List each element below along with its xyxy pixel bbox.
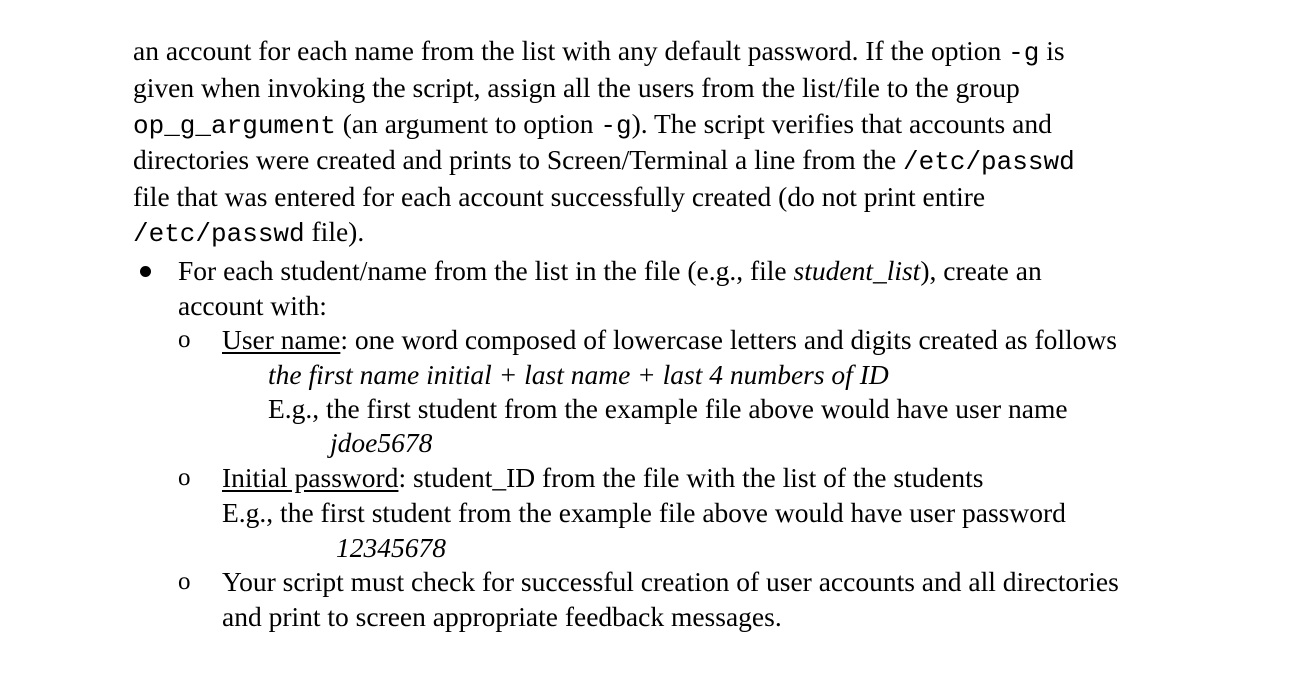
bullet-text: ), create an <box>920 255 1042 286</box>
option-code: -g <box>1008 38 1040 68</box>
intro-line-3 <box>133 106 1052 144</box>
intro-line-4 <box>133 142 1075 180</box>
username-example: E.g., the first student from the example file above would have user name <box>268 393 1068 424</box>
intro-text: ). The script verifies that accounts and <box>631 108 1052 139</box>
password-example-value: 12345678 <box>336 532 446 563</box>
username-label: User name <box>222 324 341 355</box>
intro-text: directories were created and prints to Screen/Terminal a line from the <box>133 144 904 175</box>
student-list-filename: student_list <box>793 255 921 286</box>
passwd-path-code: /etc/passwd <box>133 219 305 249</box>
intro-line-5: file that was entered for each account successfully created (do not print entire <box>133 181 986 212</box>
option-code: -g <box>600 111 632 141</box>
password-label: Initial password <box>222 462 399 493</box>
intro-line-2: given when invoking the script, assign all the users from the list/file to the group <box>133 72 1020 103</box>
intro-text: an account for each name from the list with any default password. If the option <box>133 35 1009 66</box>
intro-line-6 <box>133 214 364 252</box>
password-text: : student_ID from the file with the list of the students <box>398 462 984 493</box>
check-line-2: and print to screen appropriate feedback messages. <box>222 601 782 632</box>
sub-bullet-marker: o <box>178 568 191 595</box>
intro-text: is <box>1039 35 1065 66</box>
sub-bullet-marker: o <box>178 464 191 491</box>
bullet-marker <box>140 266 151 277</box>
username-example-value: jdoe5678 <box>330 427 433 458</box>
sub-bullet-marker: o <box>178 326 191 353</box>
password-line <box>222 460 983 495</box>
passwd-path-code: /etc/passwd <box>903 147 1075 177</box>
intro-text: file). <box>304 216 365 247</box>
username-formula: the first name initial + last name + last 4 numbers of ID <box>268 359 889 390</box>
bullet-line-2: account with: <box>178 290 327 321</box>
check-line-1: Your script must check for successful creation of user accounts and all directories <box>222 566 1119 597</box>
username-line <box>222 322 1117 357</box>
intro-text: (an argument to option <box>335 108 601 139</box>
bullet-line-1 <box>178 253 1042 288</box>
intro-line-1 <box>133 33 1065 71</box>
bullet-text: For each student/name from the list in the file (e.g., file <box>178 255 794 286</box>
password-example: E.g., the first student from the example file above would have user password <box>222 497 1066 528</box>
username-text: : one word composed of lowercase letters and digits created as follows <box>340 324 1117 355</box>
group-argument-code: op_g_argument <box>133 111 336 141</box>
